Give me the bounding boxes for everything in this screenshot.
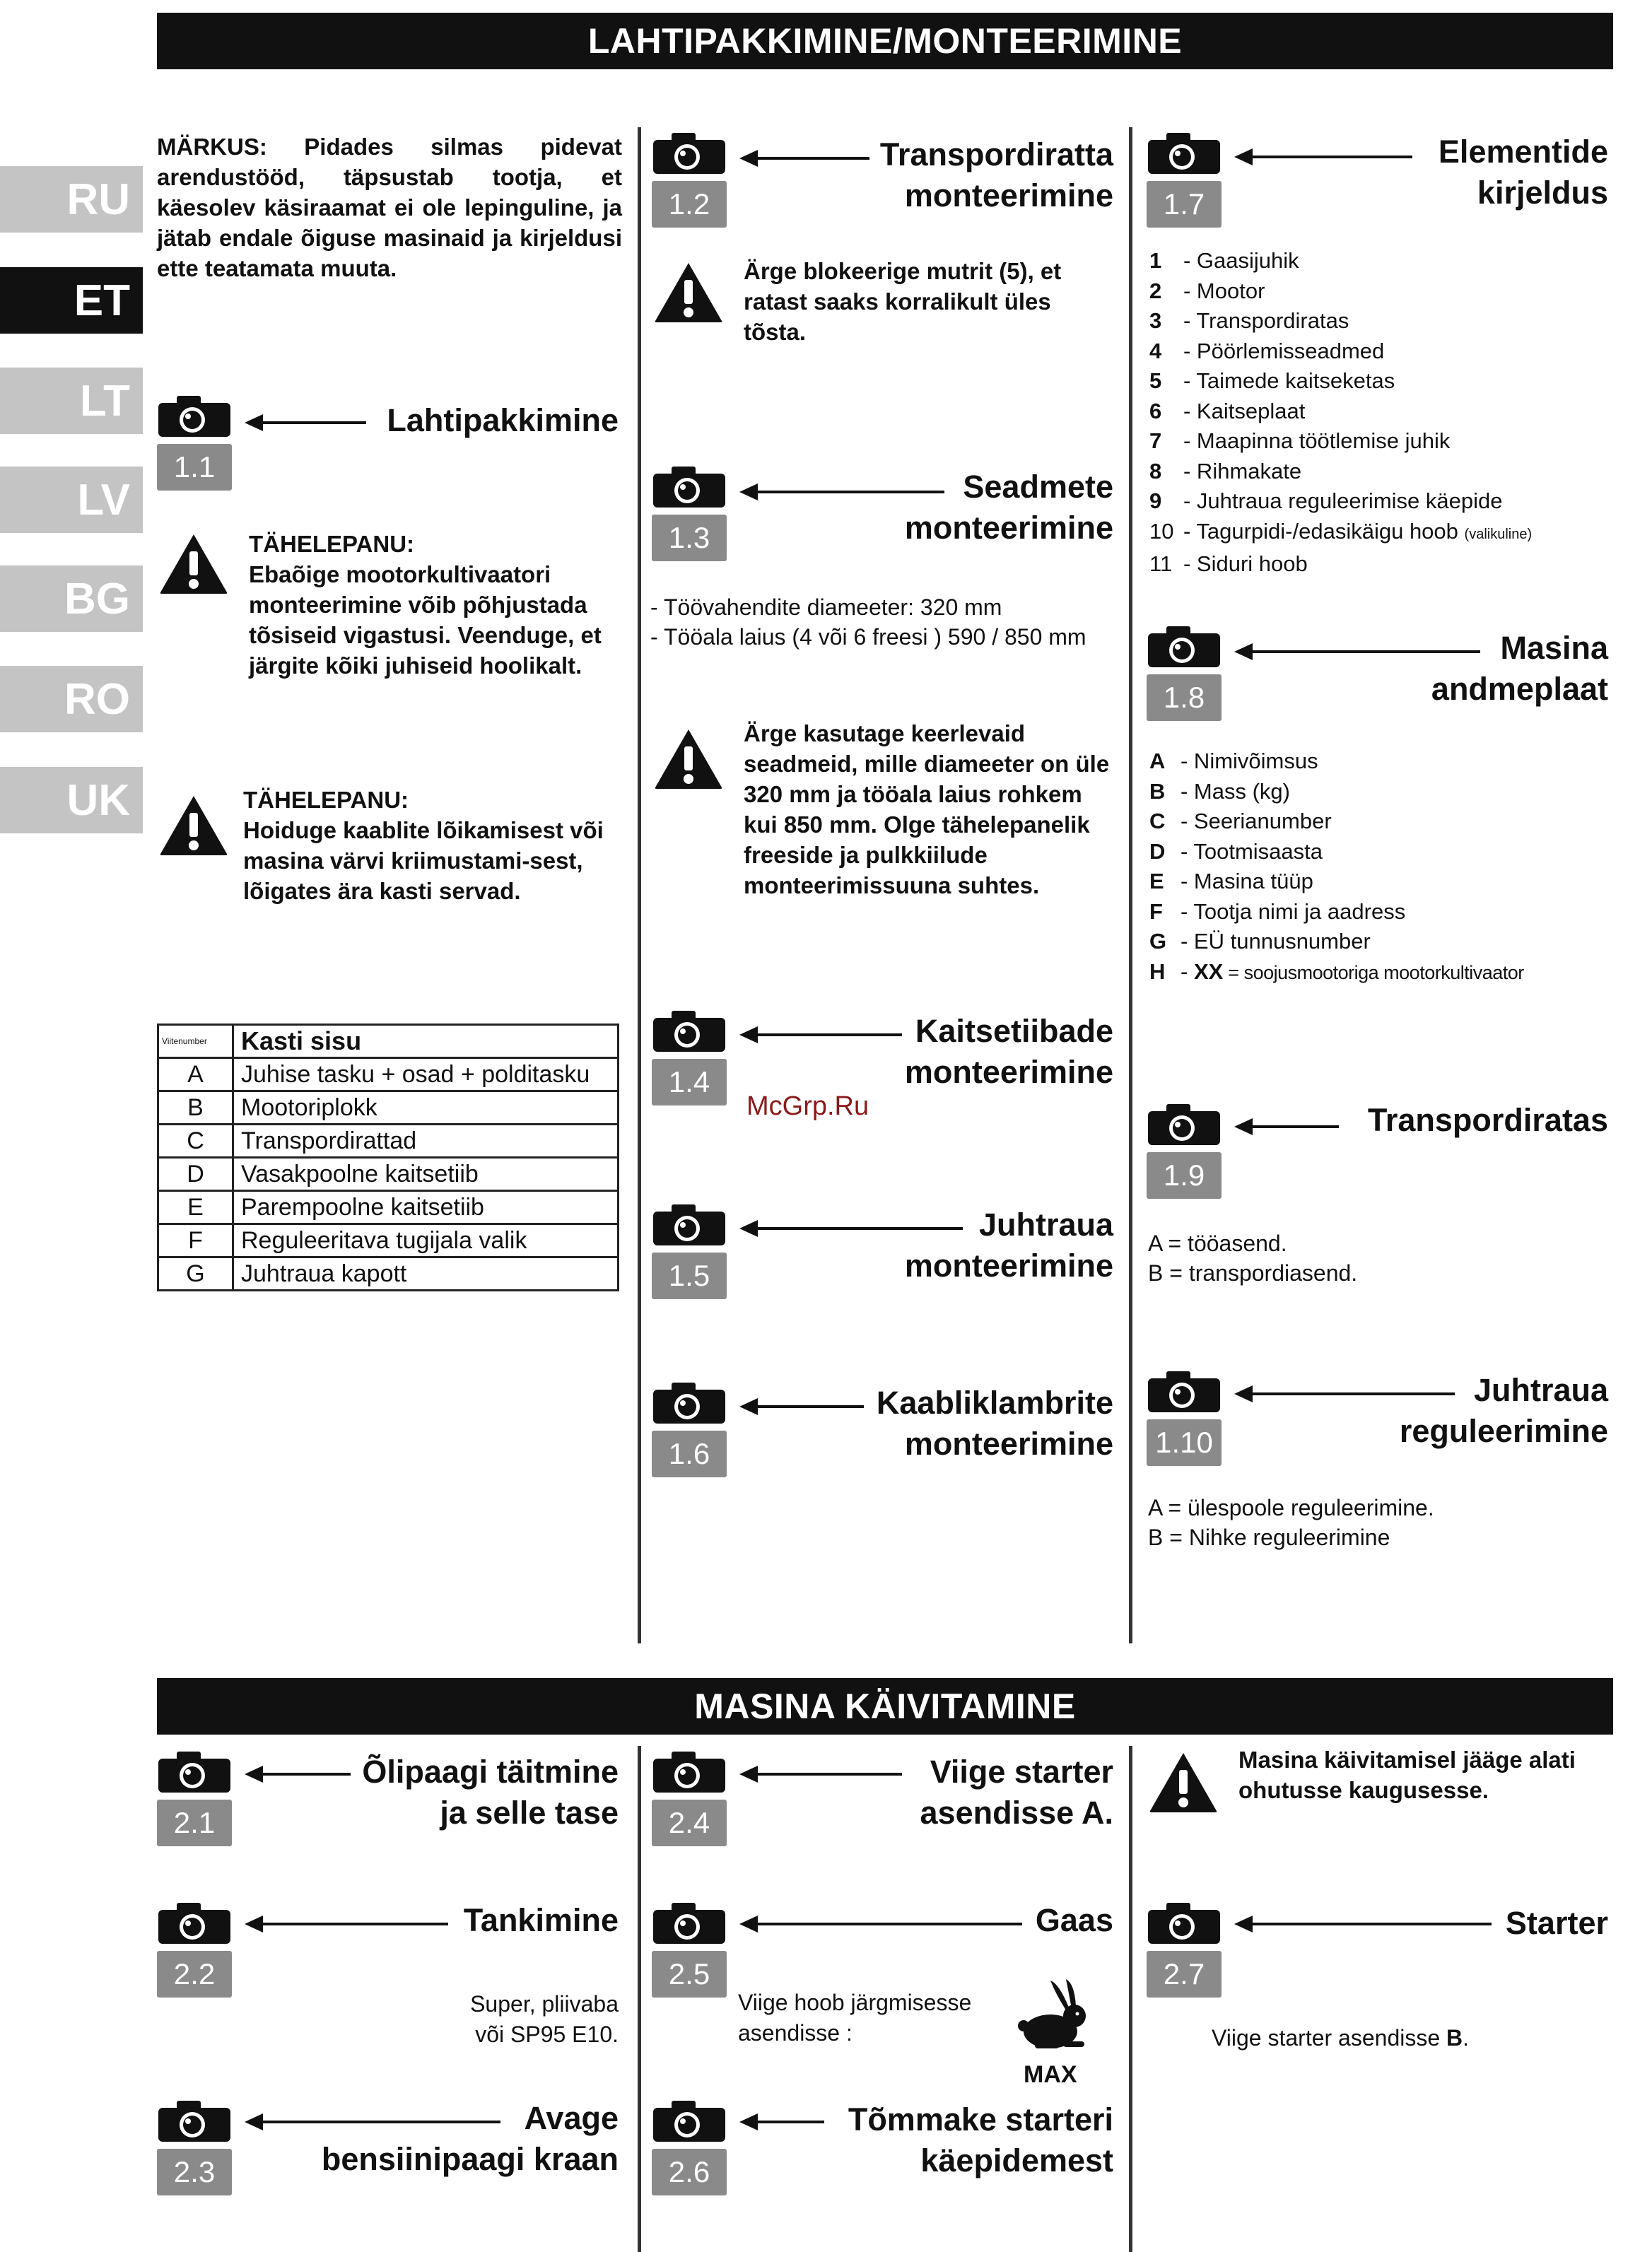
ref-2-4 <box>652 1750 730 1863</box>
step-title-line: Gaas <box>1035 1902 1113 1938</box>
camera-icon <box>157 1750 232 1794</box>
step-title-line: monteerimine <box>904 510 1113 546</box>
ref-badge: 2.6 <box>652 2149 727 2195</box>
list-item <box>1149 306 1532 336</box>
ref-1-9 <box>1147 1103 1224 1216</box>
arrow-left-icon <box>739 2118 824 2126</box>
table-cell-ref: B <box>158 1091 233 1125</box>
step-title <box>1431 628 1608 710</box>
item-dash: - <box>1181 958 1194 984</box>
camera-icon <box>652 1203 727 1247</box>
step-title-line: asendisse A. <box>920 1795 1113 1831</box>
warning-heading: TÄHELEPANU: <box>249 531 415 557</box>
step-title: Lahtipakkimine <box>387 402 619 438</box>
item-letter: A <box>1149 749 1166 773</box>
starter-note <box>1212 2023 1469 2053</box>
note-text: . <box>1463 2025 1470 2051</box>
arrow-left-icon <box>1234 1122 1339 1131</box>
disclaimer-note: MÄRKUS: Pidades silmas pidevat arendustööd, täpsustab tootja, et käesolev käsiraamat ei ole lepinguline, ja jätab endale õiguse masinaid ja kirjeldusi ette teatamata muuta. <box>157 134 622 281</box>
table-cell-content: Vasakpoolne kaitsetiib <box>233 1158 619 1191</box>
item-number: 2 <box>1149 278 1162 303</box>
arrow-left-icon <box>739 1402 864 1411</box>
camera-icon <box>1147 131 1222 175</box>
warning-note: Ärge kasutage keerlevaid seadmeid, mille diameeter on üle 320 mm ja tööala laius rohkem kui 850 mm. Olge tähelepanelik freeside ja pulkkiilude monteerimissuuna suhtes. <box>744 720 1110 898</box>
lang-label: BG <box>64 574 130 623</box>
step-title <box>920 1752 1113 1834</box>
camera-icon <box>157 2099 232 2143</box>
item-label: - Transpordiratas <box>1183 308 1349 333</box>
lang-tab-lt[interactable] <box>0 368 143 434</box>
warning-icon <box>158 532 229 595</box>
item-label: - Mootor <box>1183 278 1265 303</box>
note-line: B = transpordiasend. <box>1148 1260 1358 1286</box>
ref-badge: 1.9 <box>1147 1152 1222 1199</box>
table-row <box>158 1191 619 1224</box>
step-title-line: andmeplaat <box>1431 671 1608 707</box>
table-header-row <box>158 1025 619 1058</box>
step-title-line: Tõmmake starteri <box>848 2101 1113 2137</box>
table-cell-content: Juhise tasku + osad + polditasku <box>233 1058 619 1091</box>
column-divider <box>1129 1746 1132 2252</box>
item-letter: D <box>1149 838 1166 864</box>
lang-label: ET <box>74 276 130 325</box>
item-letter: F <box>1149 898 1163 924</box>
step-title <box>1400 1370 1608 1452</box>
warning-text: Hoiduge kaablite lõikamisest või masina värvi kriimustami-sest, lõigates ära kasti servad. <box>243 817 604 904</box>
section-banner-assembly <box>157 13 1613 69</box>
step-title-line: Kaabliklambrite <box>876 1385 1113 1421</box>
note-line: B = Nihke reguleerimine <box>1148 1525 1390 1550</box>
step-title-line: monteerimine <box>904 1248 1113 1284</box>
section-title: MASINA KÄIVITAMINE <box>694 1687 1076 1726</box>
camera-icon <box>652 1901 727 1945</box>
camera-icon <box>652 1750 727 1794</box>
step-title <box>464 1900 619 1941</box>
ref-badge: 2.5 <box>652 1951 727 1998</box>
box-contents-table <box>157 1024 619 1291</box>
ref-2-1 <box>157 1750 235 1863</box>
step-title-line: bensiinipaagi kraan <box>321 2141 619 2177</box>
step-title-line: Tankimine <box>463 1902 619 1938</box>
step-title-line: Seadmete <box>963 469 1113 505</box>
camera-icon <box>1147 1103 1222 1146</box>
ref-1-3 <box>652 465 730 578</box>
section-banner-starting <box>157 1678 1613 1735</box>
rabbit-icon <box>1009 1979 1094 2057</box>
step-title <box>1036 1900 1113 1941</box>
note-line: A = tööasend. <box>1148 1231 1287 1256</box>
lang-label: LV <box>77 475 130 524</box>
step-title-line: Starter <box>1505 1905 1608 1941</box>
table-cell-content: Juhtraua kapott <box>233 1257 619 1291</box>
ref-2-6 <box>652 2099 730 2212</box>
lang-tab-ru[interactable] <box>0 166 143 233</box>
camera-icon <box>157 394 232 438</box>
ref-2-7 <box>1147 1901 1224 2015</box>
ref-badge: 2.3 <box>157 2149 232 2195</box>
arrow-left-icon <box>245 1920 448 1928</box>
step-title-line: kirjeldus <box>1477 175 1608 211</box>
ref-badge: 1.2 <box>652 181 727 228</box>
item-letter: E <box>1149 869 1164 893</box>
table-row <box>158 1224 619 1257</box>
step-title <box>877 1383 1113 1465</box>
warning-icon <box>1148 1750 1219 1814</box>
item-label: - Rihmakate <box>1183 458 1302 483</box>
step-title-line: monteerimine <box>904 1426 1113 1462</box>
spec-line: - Töövahendite diameeter: 320 mm <box>650 594 1002 620</box>
item-label: - Maapinna töötlemise juhik <box>1183 428 1451 453</box>
ref-1-7 <box>1147 131 1224 245</box>
camera-icon <box>652 131 727 175</box>
plate-list <box>1149 746 1524 987</box>
step-title <box>905 1011 1113 1093</box>
step-title-line: monteerimine <box>904 177 1113 213</box>
step-title-line: monteerimine <box>904 1054 1113 1090</box>
list-item <box>1149 276 1532 307</box>
table-row <box>158 1091 619 1125</box>
arrow-left-icon <box>739 154 869 163</box>
camera-icon <box>652 1009 727 1053</box>
note-text: Viige starter asendisse <box>1212 2025 1447 2051</box>
arrow-left-icon <box>739 1031 902 1039</box>
lang-tab-et[interactable] <box>0 267 143 334</box>
table-header-ref: Viitenumber <box>158 1025 233 1058</box>
ref-badge: 1.8 <box>1147 674 1222 721</box>
arrow-left-icon <box>739 1920 1022 1928</box>
warning-heading: TÄHELEPANU: <box>243 787 409 813</box>
note-line: A = ülespoole reguleerimine. <box>1148 1495 1434 1520</box>
table-cell-ref: D <box>158 1158 233 1191</box>
ref-1-5 <box>652 1203 730 1316</box>
list-item <box>1149 746 1524 777</box>
item-label: - Nimivõimsus <box>1181 749 1318 773</box>
ref-badge: 2.2 <box>157 1951 232 1998</box>
step-title <box>848 2099 1113 2181</box>
warning-note <box>249 529 631 681</box>
step-title <box>905 467 1113 549</box>
list-item <box>1149 486 1532 517</box>
column-divider <box>1129 127 1132 1643</box>
table-row <box>158 1125 619 1158</box>
step-title-line: Masina <box>1500 630 1608 666</box>
section-title: LAHTIPAKKIMINE/MONTEERIMINE <box>587 21 1183 61</box>
item-number: 7 <box>1149 428 1162 453</box>
note-line: asendisse : <box>738 2020 853 2046</box>
watermark: McGrp.Ru <box>746 1091 869 1121</box>
arrow-left-icon <box>1234 153 1412 161</box>
table-cell-ref: F <box>158 1224 233 1257</box>
step-title <box>1439 131 1608 213</box>
table-row <box>158 1158 619 1191</box>
ref-badge: 1.1 <box>157 444 232 491</box>
list-item <box>1149 777 1524 807</box>
camera-icon <box>1147 1901 1222 1945</box>
item-xx: XX <box>1193 958 1224 984</box>
lang-tab-uk[interactable] <box>0 767 143 833</box>
warning-icon <box>158 793 229 857</box>
warning-note: Ärge blokeerige mutrit (5), et ratast saaks korralikult üles tõsta. <box>744 258 1062 345</box>
item-number: 10 <box>1149 518 1174 544</box>
item-number: 4 <box>1149 338 1162 363</box>
item-label: - Pöörlemisseadmed <box>1183 338 1385 363</box>
step-title-line: Transpordiratas <box>1367 1102 1608 1138</box>
step-title-line: Õlipaagi täitmine <box>362 1754 619 1790</box>
lang-tab-ro[interactable] <box>0 666 143 732</box>
note-bold: B <box>1446 2025 1463 2051</box>
item-number: 1 <box>1149 248 1162 273</box>
step-title-line: Juhtraua <box>1473 1372 1608 1408</box>
step-title-line: Avage <box>524 2100 619 2136</box>
step-title <box>322 2098 619 2180</box>
step-title <box>880 134 1113 216</box>
item-label: - Mass (kg) <box>1181 778 1290 804</box>
ref-badge: 2.4 <box>652 1800 727 1846</box>
camera-icon <box>1147 625 1222 669</box>
ref-1-1 <box>157 394 235 508</box>
camera-icon <box>652 2099 727 2143</box>
step-title <box>1506 1903 1608 1944</box>
table-row <box>158 1058 619 1091</box>
max-label: MAX <box>1024 2061 1077 2088</box>
camera-icon <box>1147 1370 1222 1414</box>
item-label: - Tootmisaasta <box>1181 838 1323 864</box>
ref-2-5 <box>652 1901 730 2015</box>
item-letter: H <box>1149 958 1166 984</box>
list-item <box>1149 246 1532 276</box>
step-title-line: Kaitsetiibade <box>915 1013 1113 1049</box>
warning-icon <box>653 727 724 790</box>
list-item <box>1149 927 1524 957</box>
item-number: 9 <box>1149 488 1162 513</box>
ref-badge: 1.4 <box>652 1059 727 1106</box>
lang-label: LT <box>79 376 130 426</box>
item-number: 5 <box>1149 368 1162 393</box>
list-item <box>1149 517 1532 550</box>
item-label: - EÜ tunnusnumber <box>1181 929 1371 954</box>
item-letter: C <box>1149 809 1166 833</box>
ref-1-4 <box>652 1009 730 1122</box>
item-suffix: (valikuline) <box>1464 526 1533 542</box>
warning-note: Masina käivitamisel jääge alati ohutusse kaugusesse. <box>1238 1747 1576 1803</box>
list-item <box>1149 867 1524 897</box>
ref-badge: 1.10 <box>1147 1419 1222 1466</box>
camera-icon <box>652 1381 727 1425</box>
ref-2-3 <box>157 2099 235 2212</box>
table-header-content: Kasti sisu <box>233 1025 619 1058</box>
spec-line: - Tööala laius (4 või 6 freesi ) 590 / 850 mm <box>650 624 1086 650</box>
throttle-note <box>738 1988 971 2048</box>
lang-label: UK <box>66 775 130 825</box>
step-title-line: Juhtraua <box>978 1207 1113 1243</box>
step-title-line: reguleerimine <box>1399 1413 1608 1449</box>
table-cell-ref: E <box>158 1191 233 1224</box>
ref-badge: 2.1 <box>157 1800 232 1846</box>
lang-tab-bg[interactable] <box>0 565 143 632</box>
item-label: - Taimede kaitseketas <box>1183 368 1395 393</box>
ref-1-6 <box>652 1381 730 1494</box>
ref-badge: 1.7 <box>1147 181 1222 228</box>
item-label: = soojusmootoriga mootorkultivaator <box>1223 961 1524 983</box>
ref-badge: 1.3 <box>652 515 727 561</box>
step-title-line: Viige starter <box>930 1754 1113 1790</box>
warning-note <box>243 785 625 906</box>
item-label: - Masina tüüp <box>1181 869 1313 893</box>
fuel-note <box>470 1989 619 2050</box>
list-item <box>1149 837 1524 867</box>
lang-label: RO <box>64 674 130 724</box>
list-item <box>1149 807 1524 837</box>
item-letter: B <box>1149 778 1166 804</box>
lang-tab-lv[interactable] <box>0 467 143 533</box>
table-cell-ref: G <box>158 1257 233 1291</box>
lang-label: RU <box>66 175 130 224</box>
note-line: või SP95 E10. <box>475 2022 619 2047</box>
table-cell-content: Reguleeritava tugijala valik <box>233 1224 619 1257</box>
step-title-line: Transpordiratta <box>879 136 1113 172</box>
list-item <box>1149 397 1532 427</box>
arrow-left-icon <box>1234 1920 1492 1928</box>
ref-badge: 1.5 <box>652 1253 727 1299</box>
step-title <box>905 1204 1113 1286</box>
list-item <box>1149 366 1532 397</box>
warning-text: Ebaõige mootorkultivaatori monteerimine võib põhjustada tõsiseid vigastusi. Veenduge, et järgite kõiki juhiseid hoolikalt. <box>249 561 602 679</box>
item-label: - Tootja nimi ja aadress <box>1181 898 1406 924</box>
arrow-left-icon <box>245 1770 351 1778</box>
item-number: 11 <box>1149 551 1173 576</box>
ref-1-2 <box>652 131 730 245</box>
note-line: Super, pliivaba <box>470 1991 619 2017</box>
step-title-line: käepidemest <box>920 2142 1113 2178</box>
step-title-line: Elementide <box>1438 134 1608 170</box>
table-cell-content: Transpordirattad <box>233 1125 619 1158</box>
item-label: - Seerianumber <box>1181 809 1332 833</box>
table-cell-ref: A <box>158 1058 233 1091</box>
column-divider <box>638 127 641 1643</box>
item-label: - Gaasijuhik <box>1183 248 1299 273</box>
ref-badge: 1.6 <box>652 1431 727 1477</box>
step-title <box>1368 1100 1608 1141</box>
item-label: - Tagurpidi-/edasikäigu hoob <box>1183 518 1458 544</box>
item-letter: G <box>1149 929 1167 954</box>
item-label: - Juhtraua reguleerimise käepide <box>1183 488 1503 513</box>
list-item <box>1149 897 1524 927</box>
list-item <box>1149 549 1532 580</box>
item-number: 3 <box>1149 308 1162 333</box>
warning-icon <box>653 260 724 324</box>
camera-icon <box>652 465 727 509</box>
column-divider <box>638 1746 641 2252</box>
item-label: - Siduri hoob <box>1183 551 1308 576</box>
table-row <box>158 1257 619 1291</box>
step-title <box>362 1752 619 1834</box>
table-cell-content: Parempoolne kaitsetiib <box>233 1191 619 1224</box>
item-label: - Kaitseplaat <box>1183 398 1306 423</box>
ref-1-8 <box>1147 625 1224 738</box>
table-cell-content: Mootoriplokk <box>233 1091 619 1125</box>
note-line: Viige hoob järgmisesse <box>738 1990 972 2015</box>
step-title-line: ja selle tase <box>440 1795 619 1831</box>
ref-1-10 <box>1147 1370 1224 1483</box>
arrow-left-icon <box>245 418 366 427</box>
list-item <box>1149 957 1524 988</box>
item-number: 8 <box>1149 458 1162 483</box>
list-item <box>1149 457 1532 487</box>
camera-icon <box>157 1901 232 1945</box>
list-item <box>1149 426 1532 457</box>
table-cell-ref: C <box>158 1125 233 1158</box>
item-number: 6 <box>1149 398 1162 423</box>
elements-list <box>1149 246 1532 580</box>
ref-2-2 <box>157 1901 235 2015</box>
arrow-left-icon <box>739 1770 902 1778</box>
list-item <box>1149 336 1532 367</box>
ref-badge: 2.7 <box>1147 1951 1222 1998</box>
